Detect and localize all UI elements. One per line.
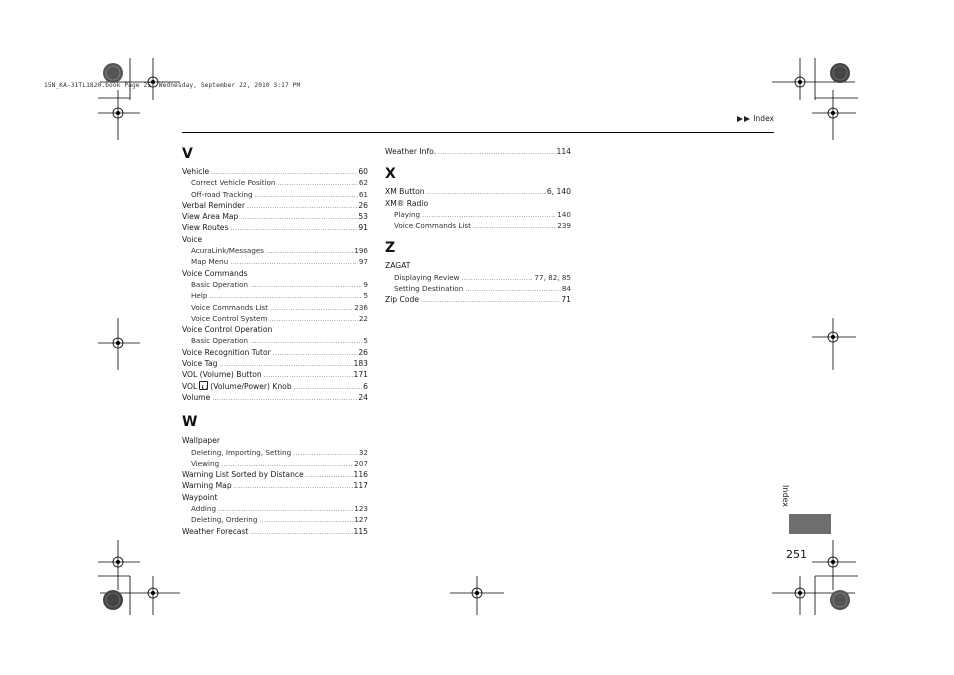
index-entry[interactable] (182, 358, 368, 369)
page-number: 251 (786, 548, 807, 561)
entry-label: Voice Commands List (394, 221, 471, 231)
entry-label: Displaying Review (394, 272, 460, 282)
entry-label: Adding (191, 504, 217, 514)
index-entry[interactable] (385, 146, 571, 157)
index-subentry[interactable] (385, 272, 571, 283)
entry-label: Off-road Tracking (191, 189, 253, 199)
index-list-z (385, 260, 571, 305)
leader-dots (251, 527, 353, 538)
entry-label: View Area Map (182, 212, 239, 222)
entry-page: 5 (363, 336, 368, 346)
index-entry[interactable] (182, 268, 368, 279)
index-entry[interactable] (182, 211, 368, 222)
entry-label-post: (Volume/Power) Knob (210, 381, 292, 391)
index-list-x (385, 186, 571, 231)
triangle-right-icon (744, 116, 750, 122)
index-entry[interactable] (182, 469, 368, 480)
entry-page: 183 (353, 359, 368, 369)
entry-page: 97 (358, 257, 368, 267)
entry-label: Basic Operation (191, 279, 249, 289)
index-subentry[interactable] (182, 313, 368, 324)
index-entry[interactable] (182, 381, 368, 392)
breadcrumb-label: Index (753, 114, 774, 123)
entry-label: Voice Tag (182, 359, 218, 369)
index-subentry[interactable] (182, 458, 368, 469)
index-entry[interactable] (385, 186, 571, 197)
triangle-right-icon (737, 116, 743, 122)
entry-label: AcuraLink/Messages (191, 246, 265, 256)
entry-label: Correct Vehicle Position (191, 178, 276, 188)
entry-page: 123 (354, 504, 368, 514)
index-entry[interactable] (182, 222, 368, 233)
side-tab-label: Index (781, 485, 790, 508)
index-entry[interactable] (182, 392, 368, 403)
entry-label: Voice Control System (191, 313, 268, 323)
entry-label: Map Menu (191, 257, 229, 267)
index-subentry[interactable] (182, 335, 368, 346)
entry-label: Voice Commands List (191, 302, 268, 312)
entry-page: 196 (354, 246, 368, 256)
entry-label: Basic Operation (191, 336, 249, 346)
section-letter-v: V (182, 146, 193, 162)
index-list-v (182, 166, 368, 403)
index-entry[interactable] (385, 198, 571, 209)
index-subentry[interactable] (182, 503, 368, 514)
index-subentry[interactable] (182, 447, 368, 458)
entry-label-pre: VOL (182, 381, 198, 391)
entry-page: 9 (363, 279, 368, 289)
index-subentry[interactable] (182, 177, 368, 188)
leader-dots (438, 147, 555, 158)
entry-label: Waypoint (182, 492, 218, 502)
print-header: 15N_KA-31TL1820.book Page 251 Wednesday, September 22, 2010 3:17 PM (44, 82, 301, 89)
entry-label: Setting Destination (394, 284, 464, 294)
entry-page: 5 (363, 291, 368, 301)
entry-label (182, 381, 294, 392)
entry-page: 32 (358, 447, 368, 457)
entry-page: 115 (353, 526, 368, 536)
header-rule (182, 132, 774, 133)
entry-label: Help (191, 291, 208, 301)
entry-label: Deleting, Ordering (191, 515, 258, 525)
section-letter-x: X (385, 166, 396, 183)
entry-page: 26 (358, 200, 368, 210)
entry-page: 26 (358, 347, 368, 357)
index-list-w (182, 435, 368, 537)
entry-label: ZAGAT (385, 261, 411, 271)
index-tab[interactable] (789, 514, 831, 534)
index-subentry[interactable] (385, 283, 571, 294)
power-knob-icon (199, 381, 208, 390)
entry-page: 140 (557, 209, 571, 219)
entry-label: VOL (Volume) Button (182, 370, 262, 380)
index-entry[interactable] (385, 294, 571, 305)
index-subentry[interactable] (182, 189, 368, 200)
index-entry[interactable] (182, 166, 368, 177)
index-subentry[interactable] (182, 245, 368, 256)
entry-label: Deleting, Importing, Setting (191, 447, 292, 457)
entry-page: 22 (358, 313, 368, 323)
entry-page: 61 (358, 189, 368, 199)
entry-label: Voice Commands (182, 268, 248, 278)
entry-page: 77, 82, 85 (534, 272, 571, 282)
index-subentry[interactable] (385, 209, 571, 220)
entry-page: 62 (358, 178, 368, 188)
entry-page: 60 (358, 167, 368, 176)
index-subentry[interactable] (182, 256, 368, 267)
index-entry[interactable] (182, 324, 368, 335)
index-subentry[interactable] (182, 290, 368, 301)
entry-page: 116 (353, 470, 368, 480)
index-subentry[interactable] (385, 220, 571, 231)
index-entry[interactable] (182, 234, 368, 245)
index-column-right (385, 146, 571, 306)
entry-label: Wallpaper (182, 436, 220, 446)
index-entry[interactable] (385, 260, 571, 271)
entry-label: View Routes (182, 223, 229, 233)
index-subentry[interactable] (182, 279, 368, 290)
breadcrumb[interactable] (737, 114, 774, 123)
entry-page: 6 (363, 381, 368, 391)
entry-label: Verbal Reminder (182, 200, 245, 210)
index-entry[interactable] (182, 200, 368, 211)
entry-label: Playing (394, 209, 421, 219)
index-entry[interactable] (182, 492, 368, 503)
section-letter-z: Z (385, 240, 396, 257)
index-entry[interactable] (182, 435, 368, 446)
entry-label: Voice Control Operation (182, 325, 273, 335)
entry-page: 114 (556, 147, 571, 156)
entry-page: 6, 140 (546, 187, 571, 197)
index-entry[interactable] (182, 369, 368, 380)
entry-label: Vehicle (182, 167, 210, 176)
entry-page: 53 (358, 212, 368, 222)
section-letter-w: W (182, 414, 198, 431)
entry-page: 207 (354, 458, 368, 468)
entry-label: XM® Radio (385, 198, 429, 208)
index-column-left (182, 147, 368, 537)
entry-label: Weather Forecast (182, 526, 249, 536)
entry-label: XM Button (385, 187, 425, 197)
index-entry[interactable] (182, 480, 368, 491)
leader-dots (421, 295, 560, 306)
leader-dots (212, 393, 357, 404)
entry-label: Viewing (191, 458, 220, 468)
entry-page: 236 (354, 302, 368, 312)
entry-label: Zip Code (385, 295, 419, 305)
entry-page: 84 (561, 284, 571, 294)
index-entry[interactable] (182, 526, 368, 537)
entry-label: Volume (182, 392, 211, 402)
index-list-w-continued (385, 146, 571, 157)
entry-label: Voice Recognition Tutor (182, 347, 271, 357)
index-subentry[interactable] (182, 302, 368, 313)
leader-dots (473, 221, 556, 232)
entry-label: Voice (182, 234, 203, 244)
entry-page: 117 (353, 481, 368, 491)
entry-page: 91 (358, 223, 368, 233)
entry-label: Warning List Sorted by Distance (182, 470, 304, 480)
index-entry[interactable] (182, 347, 368, 358)
entry-page: 24 (358, 392, 368, 402)
entry-page: 71 (561, 295, 571, 305)
entry-label: Weather Info. (385, 147, 437, 156)
entry-label: Warning Map (182, 481, 232, 491)
entry-page: 127 (354, 515, 368, 525)
entry-page: 171 (353, 370, 368, 380)
index-subentry[interactable] (182, 514, 368, 525)
entry-page: 239 (557, 221, 571, 231)
